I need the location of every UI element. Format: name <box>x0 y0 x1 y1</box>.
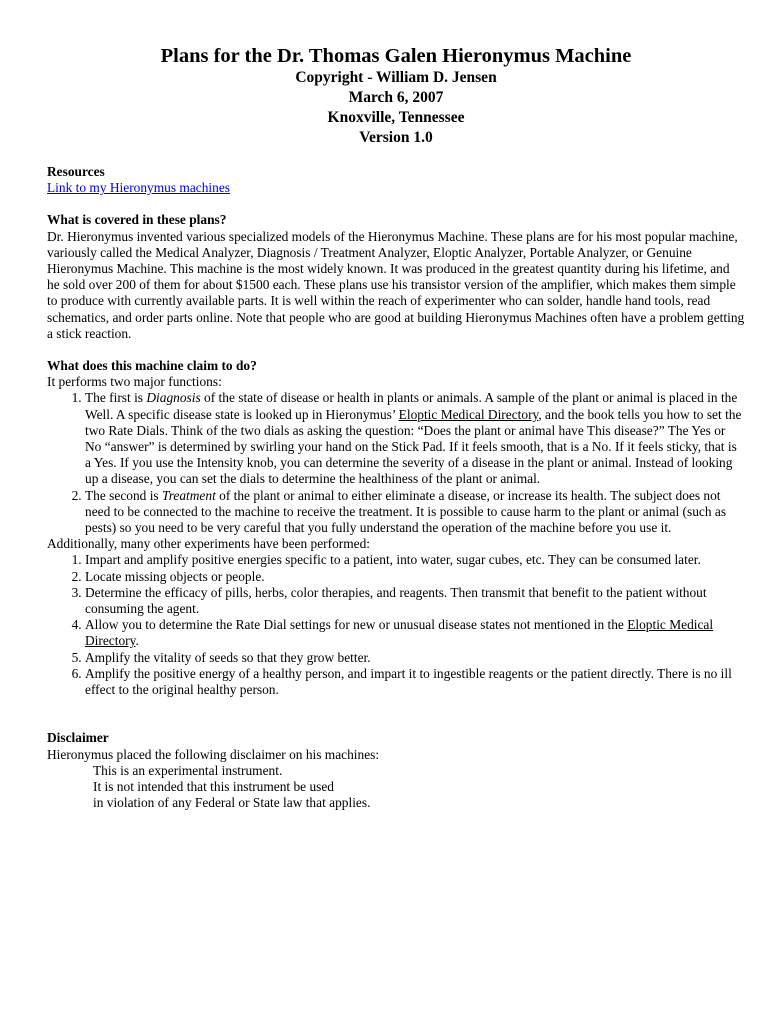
list-item: 2. The second is Treatment of the plant or animal to either eliminate a disease, or increase its health. The subject does not need to be connected to the machine to receive the treatment. It is possible to cause harm to the plant or animal (such as pests) so you need to be very careful that you fully understand the operation of the machine before you use it. <box>85 488 745 537</box>
covered-heading: What is covered in these plans? <box>47 212 227 228</box>
spacer <box>47 148 745 164</box>
claims-intro: It performs two major functions: <box>47 374 222 390</box>
disclaimer-heading: Disclaimer <box>47 730 109 746</box>
list-item: 2. Locate missing objects or people. <box>85 569 745 585</box>
claims-heading: What does this machine claim to do? <box>47 358 257 374</box>
copyright-line: Copyright - William D. Jensen <box>295 69 497 86</box>
experiments-list <box>47 552 745 698</box>
list-item: 4. Allow you to determine the Rate Dial settings for new or unusual disease states not mentioned in the Eloptic Medical Directory. <box>85 617 745 649</box>
disclaimer-line: This is an experimental instrument. <box>93 762 283 778</box>
spacer <box>47 342 745 358</box>
directory-reference: Eloptic Medical Directory <box>85 617 714 649</box>
document-title: Plans for the Dr. Thomas Galen Hieronymus Machine <box>160 45 632 67</box>
version-line: Version 1.0 <box>359 129 433 146</box>
date-line: March 6, 2007 <box>348 89 444 106</box>
spacer <box>47 698 745 730</box>
location-line: Knoxville, Tennessee <box>327 109 465 126</box>
additional-intro: Additionally, many other experiments have been performed: <box>47 536 371 552</box>
document-page <box>47 44 745 811</box>
disclaimer-line: in violation of any Federal or State law that applies. <box>93 795 371 811</box>
list-item: 5. Amplify the vitality of seeds so that they grow better. <box>85 650 745 666</box>
disclaimer-line: It is not intended that this instrument be used <box>93 778 334 794</box>
treatment-term: Treatment <box>161 487 216 503</box>
resources-heading: Resources <box>47 164 105 179</box>
list-item: 6. Amplify the positive energy of a healthy person, and impart it to ingestible reagents or the patient directly. There is no ill effect to the original healthy person. <box>85 666 745 698</box>
directory-reference: Eloptic Medical Directory <box>398 406 539 422</box>
list-item: 3. Determine the efficacy of pills, herbs, color therapies, and reagents. Then transmit that benefit to the patient without consuming the agent. <box>85 585 745 617</box>
list-item: 1. Impart and amplify positive energies specific to a patient, into water, sugar cubes, etc. They can be consumed later. <box>85 552 745 568</box>
functions-list <box>47 390 745 536</box>
covered-paragraph: Dr. Hieronymus invented various specialized models of the Hieronymus Machine. These plans are for his most popular machine, variously called the Medical Analyzer, Diagnosis / Treatment Analyzer, Eloptic Analyzer, Portable Analyzer, or Genuine Hieronymus Machine. This machine is the most widely known. It was produced in the greatest quantity during his lifetime, and he sold over 200 of them for about $1500 each. These plans use his transistor version of the amplifier, which makes them simple to produce with currently available parts. It is well within the reach of experimenter who can solder, handle hand tools, read schematics, and order parts online. Note that people who are good at building Hieronymus Machines often have a problem getting a stick reaction. <box>47 228 745 341</box>
diagnosis-term: Diagnosis <box>146 390 201 406</box>
spacer <box>47 196 745 212</box>
hieronymus-machines-link[interactable]: Link to my Hieronymus machines <box>47 180 230 196</box>
title-block <box>47 44 745 148</box>
list-item: 1. The first is Diagnosis of the state of disease or health in plants or animals. A sample of the plant or animal is placed in the Well. A specific disease state is looked up in Hieronymus’ Eloptic Medical Directory, and the book tells you how to set the two Rate Dials. Think of the two dials as asking the question: “Does the plant or animal have This disease?” The Yes or No “answer” is determined by swirling your hand on the Stick Pad. If it feels smooth, that is a No. If it feels sticky, that is a Yes. If you use the Intensity knob, you can determine the severity of a disease in the plant or animal. Instead of looking up a disease, you can set the dials to determine the healthiness of the plant or animal. <box>85 390 745 487</box>
disclaimer-intro: Hieronymus placed the following disclaimer on his machines: <box>47 746 380 762</box>
